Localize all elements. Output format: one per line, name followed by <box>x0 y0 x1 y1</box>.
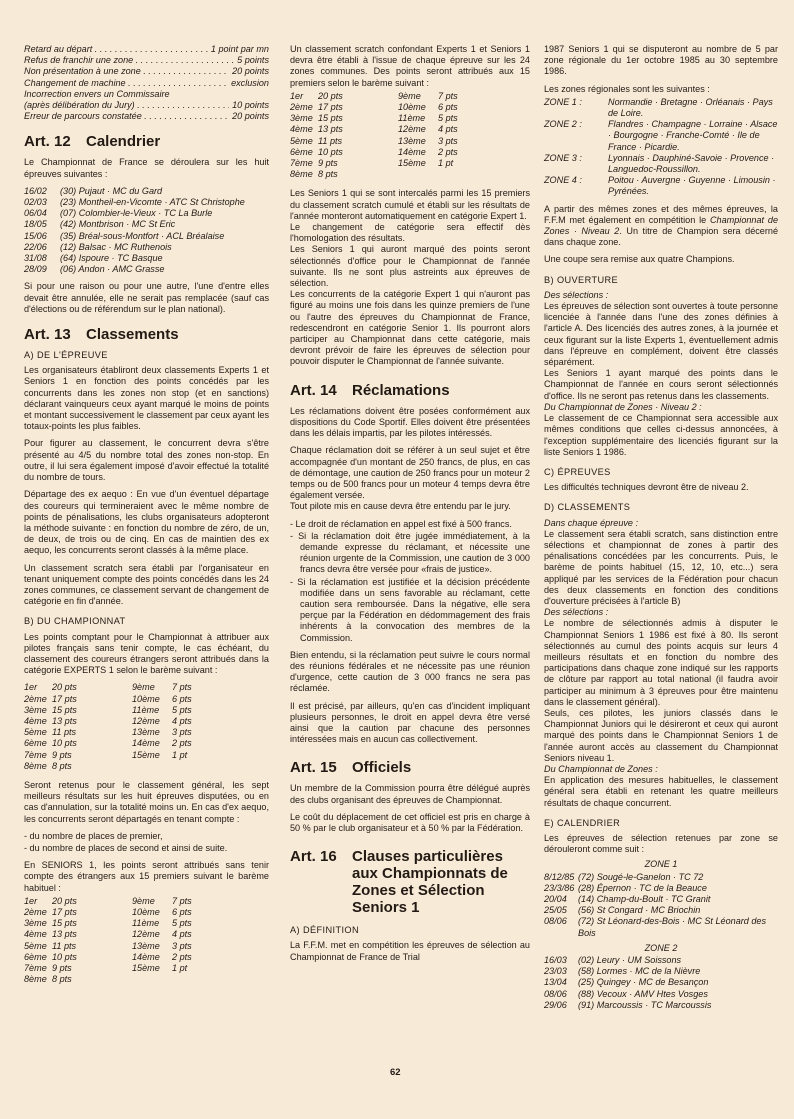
section-heading: D) CLASSEMENTS <box>544 502 631 513</box>
section-heading: B) OUVERTURE <box>544 274 619 285</box>
paragraph: Départage des ex aequo : En vue d'un éventuel départage des coureurs qui termineraient avec le même nombre de points de pénalisations, les clubs organisateurs adopteront la méthode suivante : en fonction du nombre de zéro, de un, de deux, de trois ou de cinq. En cas de maintien des ex aequo, les concurrents seront classés à la même place. <box>24 489 269 556</box>
section-heading: A) DE L'ÉPREUVE <box>24 350 108 361</box>
scale-cell: 1 pt <box>172 749 188 760</box>
scale-spacer <box>102 750 132 761</box>
scale-spacer <box>102 974 132 985</box>
calendar-row: 08/06 (72) St Léonard-des-Bois · MC St Léonard des Bois <box>544 916 767 938</box>
zone-row: ZONE 2 : Flandres · Champagne · Lorraine · Alsace · Bourgogne · Franche-Comté · Ile de France · Picardie. <box>544 119 778 152</box>
calendar-row: 29/06 (91) Marcoussis · TC Marcoussis <box>544 999 712 1010</box>
paragraph: Un classement scratch sera établi par l'organisateur en tenant uniquement compte des points concédés dans les 24 zones communes, ce classement servant de changement de catégorie en fin d'année. <box>24 562 269 607</box>
scale-cell: 1 pt <box>172 963 188 974</box>
paragraph: Les zones régionales sont les suivantes : <box>544 83 710 94</box>
scale-cell: 17 pts <box>52 907 77 917</box>
list-item: - Le droit de réclamation en appel est fixé à 500 francs. <box>290 518 512 529</box>
scale-cell: 5ème <box>290 135 313 146</box>
section-heading: B) DU CHAMPIONNAT <box>24 616 126 627</box>
penalty-row: Erreur de parcours constatée . . . 20 points <box>24 111 269 122</box>
scale-spacer <box>102 705 132 716</box>
article-14-heading: Art. 14 Réclamations <box>290 381 450 399</box>
scale-spacer <box>368 158 398 169</box>
paragraph: Les concurrents de la catégorie Expert 1 qui n'auront pas figuré au moins une fois dans les quinze premiers de l'une ou l'autre des épreuves du Championnat de France, redescendront en catégorie Senior 1. Ils pourront alors participer au Championnat dans cette catégorie, mais devront prévoir de faire les épreuves de sélection pour pouvoir disputer le Championnat de l'année suivante. <box>290 289 530 367</box>
calendar-row: 18/05 (42) Montbrison · MC St Eric <box>24 219 176 230</box>
scale-cell: 10ème <box>132 693 160 704</box>
scale-spacer <box>102 929 132 940</box>
zone-row: ZONE 4 : Poitou · Auvergne · Guyenne · Limousin · Pyrénées. <box>544 175 776 197</box>
scale-cell <box>438 169 466 180</box>
list-item: - Si la réclamation est justifiée et la décision précédente modifiée dans un sens favorable au réclamant, cette caution sera remboursée. Dans la négative, elle sera perçue par la Fédération en dédommagement des frais inhérents à la convocation des membres de la Commission. <box>290 576 530 643</box>
column-2 <box>290 44 530 969</box>
subheading: Des sélections : <box>544 289 609 300</box>
paragraph: Le classement sera établi scratch, sans distinction entre sélections et championnat de zones à partir des pénalisations concédées par les concurrents. Puis, le barème de points habituel (15, 12, 10, etc...) sera appliqué par les services de la Fédération pour chacun des deux classements en fonction des conditions d'ouverture précisées à l'article B) <box>544 528 778 606</box>
scale-cell: 1er <box>290 90 304 101</box>
section-heading: C) ÉPREUVES <box>544 466 611 477</box>
paragraph: Les organisateurs établiront deux classements Experts 1 et Seniors 1 en fonction des points concédés par les concurrents dans les zones non stop (et en sanctions) déclarant vainqueurs ceux ayant marqué le moins de points et montant successivement le classement par ceux ayant les totaux-points les plus faibles. <box>24 365 269 432</box>
scale-cell: 4 pts <box>172 715 192 726</box>
scale-cell: 11ème <box>398 113 426 124</box>
scale-cell: 6ème <box>24 738 47 749</box>
scale-cell: 13 pts <box>318 124 343 135</box>
calendar-row: 23/03 (58) Lormes · MC de la Nièvre <box>544 966 701 977</box>
scale-spacer <box>102 963 132 974</box>
scale-spacer <box>102 896 132 907</box>
paragraph: A partir des mêmes zones et des mêmes épreuves, la F.F.M met également en compétition le Championnat de Zones · Niveau 2. Un titre de Champion sera décerné dans chaque zone. <box>544 203 779 248</box>
scale-cell <box>172 974 200 985</box>
scale-cell: 13ème <box>398 135 426 146</box>
paragraph: Le Championnat de France se déroulera sur les huit épreuves suivantes : <box>24 157 269 179</box>
calendar-row: 31/08 (64) Ispoure · TC Basque <box>24 253 163 264</box>
scale-cell: 7 pts <box>438 90 458 101</box>
paragraph: Les réclamations doivent être posées conformément aux dispositions du Code Sportif. Elles doivent être présentées dans les délais impartis, par les pilotes intéressés. <box>290 405 530 439</box>
scale-cell: 2ème <box>24 907 47 917</box>
calendar-row: 20/04 (14) Champ-du-Boult · TC Granit <box>544 894 711 905</box>
scale-cell: 7 pts <box>172 682 192 693</box>
calendar-row: 28/09 (06) Andon · AMC Grasse <box>24 264 165 275</box>
paragraph: 1987 Seniors 1 qui se disputeront au nombre de 5 par zone régionale du 1er octobre 1985 au 30 septembre 1986. <box>544 44 778 77</box>
paragraph: Les difficultés techniques devront être de niveau 2. <box>544 482 749 493</box>
scale-cell: 20 pts <box>52 895 77 906</box>
zones-list <box>544 97 778 198</box>
scale-cell: 20 pts <box>318 90 343 101</box>
scale-spacer <box>102 738 132 749</box>
scale-cell: 8 pts <box>52 974 72 985</box>
paragraph: Les points comptant pour le Championnat à attribuer aux pilotes français sans tenir compte, le cas échéant, du classement des coureurs étrangers seront attribués dans la catégorie EXPERTS 1 selon le barème suivant : <box>24 631 269 676</box>
paragraph: Les épreuves de sélection sont ouvertes à toute personne licenciée à l'année dans l'une des zones définies à l'article A. Des licenciés des autres zones, à la journée et ceux figurant sur la liste Experts 1, éventuellement admis dans l'épreuve en complément, doivent être classés séparément. <box>544 301 778 368</box>
zone-1-calendar <box>544 872 778 939</box>
paragraph: Les Seniors 1 qui se sont intercalés parmi les 15 premiers du classement scratch cumulé et établi sur les résultats de l'année monteront automatiquement en catégorie Expert 1. <box>290 188 530 221</box>
scale-cell <box>132 761 172 772</box>
bullet-list <box>24 831 269 854</box>
penalty-row: Non présentation à une zone . . . 20 points <box>24 66 269 77</box>
scale-cell: 11ème <box>132 704 160 715</box>
scale-spacer <box>102 941 132 952</box>
paragraph: Il est précisé, par ailleurs, qu'en cas d'incident impliquant plusieurs personnes, le droit en appel devra être versé ainsi que la caution par chacune des personnes intéressées mais en aucun cas collectivement. <box>290 700 530 745</box>
scale-spacer <box>368 113 398 124</box>
scale-cell <box>398 169 438 180</box>
scale-cell: 9ème <box>398 90 421 101</box>
scale-cell: 2 pts <box>438 146 458 157</box>
scale-cell: 3 pts <box>172 940 192 951</box>
scale-cell: 8ème <box>24 760 47 771</box>
scale-cell: 6 pts <box>438 102 458 113</box>
scale-spacer <box>368 91 398 102</box>
scale-cell: 17 pts <box>318 102 343 113</box>
paragraph: Bien entendu, si la réclamation peut suivre le cours normal des réunions fédérales et ne nécessite pas une réunion d'urgence, cette caution de 3 000 francs ne sera pas réclamée. <box>290 649 530 694</box>
points-scale <box>24 896 269 986</box>
zone-2-heading: ZONE 2 <box>644 942 678 953</box>
article-15-heading: Art. 15 Officiels <box>290 759 412 777</box>
scale-cell: 2 pts <box>172 738 192 749</box>
scale-spacer <box>368 136 398 147</box>
scale-cell: 15 pts <box>318 113 343 124</box>
column-1 <box>24 44 269 993</box>
scale-cell: 9 pts <box>52 963 72 974</box>
scale-spacer <box>102 918 132 929</box>
scale-cell: 12ème <box>398 124 426 135</box>
scale-cell: 8 pts <box>318 169 338 180</box>
calendar-row: 13/04 (25) Quingey · MC de Besançon <box>544 977 709 988</box>
points-scale <box>24 682 269 772</box>
scale-cell: 5 pts <box>172 704 192 715</box>
scale-cell: 15ème <box>132 749 160 760</box>
scale-spacer <box>368 124 398 135</box>
penalty-list <box>24 44 269 122</box>
scale-cell: 7ème <box>24 749 47 760</box>
article-13-heading: Art. 13 Classements <box>24 326 179 344</box>
paragraph: Les Seniors 1 ayant marqué des points dans le Championnat de l'année en cours seront sélectionnés d'office. Ils ne seront pas retenus dans les classements. <box>544 368 778 401</box>
scale-cell: 3 pts <box>172 727 192 738</box>
article-16-heading: Art. 16 Clauses particulières aux Championnats de Zones et Sélection Seniors 1 <box>290 848 508 917</box>
paragraph: Une coupe sera remise aux quatre Champions. <box>544 254 735 265</box>
scale-cell: 4ème <box>24 929 47 940</box>
scale-cell: 15ème <box>398 158 426 169</box>
scale-cell: 2 pts <box>172 951 192 962</box>
scale-cell: 12ème <box>132 715 160 726</box>
page-number: 62 <box>390 1067 401 1078</box>
scale-cell: 6 pts <box>172 907 192 917</box>
bullet-list <box>290 519 530 644</box>
scale-cell: 8ème <box>290 169 313 180</box>
scale-cell: 1er <box>24 895 38 906</box>
scale-spacer <box>102 761 132 772</box>
scale-cell: 11 pts <box>318 135 343 146</box>
scale-cell: 12ème <box>132 929 160 940</box>
scale-cell: 6ème <box>24 951 47 962</box>
calendar-row: 02/03 (23) Montheil-en-Vicomte · ATC St Christophe <box>24 197 245 208</box>
scale-spacer <box>102 907 132 918</box>
scale-cell: 13 pts <box>52 929 77 940</box>
article-12-heading: Art. 12 Calendrier <box>24 133 161 151</box>
scale-cell <box>132 974 172 985</box>
column-3 <box>544 44 778 1011</box>
penalty-row: Incorrection envers un Commissaire <box>24 88 170 99</box>
subheading: Des sélections : <box>544 607 609 618</box>
scale-cell <box>172 761 200 772</box>
scale-cell: 9 pts <box>52 749 72 760</box>
penalty-row: Retard au départ . . . 1 point par mn <box>24 44 269 55</box>
points-scale <box>290 91 530 181</box>
subheading: Du Championnat de Zones : <box>544 763 658 774</box>
scale-cell: 5 pts <box>172 918 192 929</box>
calendar-row: 8/12/85 (72) Sougé-le-Ganelon · TC 72 <box>544 871 704 882</box>
calendar-row: 16/03 (02) Leury · UM Soissons <box>544 955 682 966</box>
scale-cell: 3ème <box>24 918 47 929</box>
zone-1-heading: ZONE 1 <box>644 859 678 870</box>
paragraph: Si pour une raison ou pour une autre, l'une d'entre elles devait être annulée, elle ne serait pas remplacée (sauf cas d'élections ou de référendum sur le plan national). <box>24 281 269 314</box>
paragraph: Le nombre de sélectionnés admis à disputer le Championnat Seniors 1 1986 est fixé à 80. Ils seront sélectionnés au cumul des points acquis sur leurs 4 meilleurs résultats et en fonction du nombre des participations dans chaque zone indiqué sur les rapports de clôture par rapport au total national (il faudra avoir participer au minimum à 3 épreuves pour être maintenu dans le classement général). <box>544 618 778 707</box>
scale-cell: 8ème <box>24 974 47 985</box>
scale-spacer <box>102 952 132 963</box>
scale-cell: 10 pts <box>52 738 77 749</box>
calendar-row: 08/06 (88) Vecoux · AMV Htes Vosges <box>544 988 708 999</box>
scale-cell: 9 pts <box>318 158 338 169</box>
paragraph: Seuls, ces pilotes, les juniors classés dans le Championnat Juniors qui le désireront et ceux qui auront marqué des points dans le Championnat Seniors 1 de l'année auront accès au classement du Championnat Seniors niveau 1. <box>544 707 778 763</box>
zone-row: ZONE 3 : Lyonnais · Dauphiné-Savoie · Provence · Languedoc-Roussillon. <box>544 152 775 175</box>
scale-cell: 2ème <box>24 693 47 704</box>
calendar-row: 23/3/86 (28) Épernon · TC de la Beauce <box>544 882 707 893</box>
scale-cell: 11 pts <box>52 940 77 951</box>
scale-cell: 4 pts <box>172 929 192 940</box>
scale-cell: 7ème <box>24 963 47 974</box>
scale-cell: 3ème <box>24 704 47 715</box>
calendar-row: 25/05 (56) St Congard · MC Briochin <box>544 905 701 916</box>
list-item: - du nombre de places de premier, <box>24 830 163 841</box>
scale-cell: 1 pt <box>438 158 454 169</box>
scale-cell: 5ème <box>24 727 47 738</box>
paragraph: Le changement de catégorie sera effectif dès l'homologation des résultats. <box>290 222 530 244</box>
scale-cell: 8 pts <box>52 760 72 771</box>
scale-cell: 11ème <box>132 918 160 929</box>
scale-cell: 3ème <box>290 113 313 124</box>
penalty-row: Refus de franchir une zone . . . 5 points <box>24 55 269 66</box>
penalty-row: Changement de machine . . . exclusion <box>24 78 269 89</box>
scale-cell: 11 pts <box>52 727 77 738</box>
paragraph: Les épreuves de sélection retenues par zone se dérouleront comme suit : <box>544 833 778 855</box>
subheading: Dans chaque épreuve : <box>544 517 639 528</box>
scale-cell: 10 pts <box>52 951 77 962</box>
calendar-row: 15/06 (35) Bréal-sous-Montfort · ACL Bréalaise <box>24 230 225 241</box>
calendar-list <box>24 186 269 276</box>
list-item: - Si la réclamation doit être jugée immédiatement, à la demande expresse du réclamant, et nécessite une réunion urgente de la Commission, une caution de 3 000 francs devra être versée pour «frais de justice». <box>290 530 530 575</box>
list-item: - du nombre de places de second et ainsi de suite. <box>24 842 228 853</box>
scale-cell: 4 pts <box>438 124 458 135</box>
calendar-row: 22/06 (12) Balsac · MC Ruthenois <box>24 241 172 252</box>
section-heading: A) DÉFINITION <box>290 925 360 936</box>
scale-cell: 5 pts <box>438 113 458 124</box>
calendar-row: 16/02 (30) Pujaut · MC du Gard <box>24 185 163 196</box>
scale-cell: 13ème <box>132 940 160 951</box>
scale-cell: 4ème <box>24 715 47 726</box>
paragraph: Un classement scratch confondant Experts 1 et Seniors 1 devra être établi à l'issue de chaque épreuve sur les 24 zones communes. Des points seront attribués aux 15 premiers selon le barème suivant : <box>290 44 530 88</box>
scale-cell: 6 pts <box>172 693 192 704</box>
penalty-row: (après délibération du Jury) . . . 10 points <box>24 100 269 111</box>
paragraph: Pour figurer au classement, le concurrent devra s'être présenté au 4/5 du nombre total des zones non-stop. En outre, il lui sera également imposé d'avoir effectué la totalité du nombre de tours. <box>24 438 269 483</box>
scale-cell: 10ème <box>132 907 160 917</box>
scale-spacer <box>368 147 398 158</box>
scale-cell: 14ème <box>398 146 426 157</box>
scale-cell: 14ème <box>132 951 160 962</box>
scale-cell: 9ème <box>132 682 155 693</box>
scale-spacer <box>102 694 132 705</box>
paragraph: Chaque réclamation doit se référer à un seul sujet et être accompagnée d'un montant de 250 francs, de plus, en cas de démontage, une caution de 250 francs pour un moteur 2 temps ou de 500 francs pour un moteur 4 temps devra être également versée. <box>290 445 530 501</box>
scale-spacer <box>102 682 132 693</box>
zone-row: ZONE 1 : Normandie · Bretagne · Orléanais · Pays de Loire. <box>544 96 773 119</box>
calendar-row: 06/04 (07) Colombier-le-Vieux · TC La Burle <box>24 208 213 219</box>
paragraph: Le coût du déplacement de cet officiel est pris en charge à 50 % par le club organisateur et à 50 % par la Fédération. <box>290 811 530 833</box>
scale-cell: 1er <box>24 682 38 693</box>
paragraph: En application des mesures habituelles, le classement général sera établi en retenant les quatre meilleurs résultats de chaque concurrent. <box>544 775 778 808</box>
scale-spacer <box>102 716 132 727</box>
scale-cell: 17 pts <box>52 693 77 704</box>
zone-2-calendar <box>544 955 778 1011</box>
subheading: Du Championnat de Zones · Niveau 2 : <box>544 401 702 412</box>
scale-cell: 7 pts <box>172 895 192 906</box>
scale-cell: 5ème <box>24 940 47 951</box>
scale-cell: 15 pts <box>52 704 77 715</box>
scale-cell: 10 pts <box>318 146 343 157</box>
paragraph: Un membre de la Commission pourra être délégué auprès des clubs organisant des épreuves de Championnat. <box>290 783 530 805</box>
scale-cell: 9ème <box>132 895 155 906</box>
scale-cell: 3 pts <box>438 135 458 146</box>
scale-cell: 13ème <box>132 727 160 738</box>
scale-spacer <box>368 169 398 180</box>
scale-cell: 4ème <box>290 124 313 135</box>
scale-cell: 15 pts <box>52 918 77 929</box>
scale-cell: 7ème <box>290 158 313 169</box>
scale-spacer <box>102 727 132 738</box>
scale-cell: 14ème <box>132 738 160 749</box>
section-heading: E) CALENDRIER <box>544 817 621 828</box>
scale-spacer <box>368 102 398 113</box>
scale-cell: 15ème <box>132 963 160 974</box>
paragraph: La F.F.M. met en compétition les épreuves de sélection au Championnat de France de Trial <box>290 940 530 962</box>
scale-cell: 2ème <box>290 102 313 113</box>
paragraph: En SENIORS 1, les points seront attribués sans tenir compte des étrangers aux 15 premiers suivant le barème habituel : <box>24 860 269 893</box>
paragraph: Les Seniors 1 qui auront marqué des points seront sélectionnés d'office pour le Championnat de l'année suivante. Ils ne sont plus astreints aux épreuves de sélection. <box>290 244 530 289</box>
scale-cell: 20 pts <box>52 682 77 693</box>
scale-cell: 6ème <box>290 146 313 157</box>
paragraph: Le classement de ce Championnat sera accessible aux mêmes conditions que celles ci-dessus annoncées, à l'exception supplémentaire des licenciés figurant sur la liste Seniors 1 1986. <box>544 413 778 457</box>
scale-cell: 10ème <box>398 102 426 113</box>
scale-cell: 13 pts <box>52 715 77 726</box>
paragraph: Seront retenus pour le classement général, les sept meilleurs résultats sur les huit épreuves disputées, ou en cas d'annulation, sur la totalité moins un. En cas d'ex aequo, les concurrents seront départagés en tenant compte : <box>24 779 269 824</box>
paragraph: Tout pilote mis en cause devra être entendu par le jury. <box>290 501 511 512</box>
